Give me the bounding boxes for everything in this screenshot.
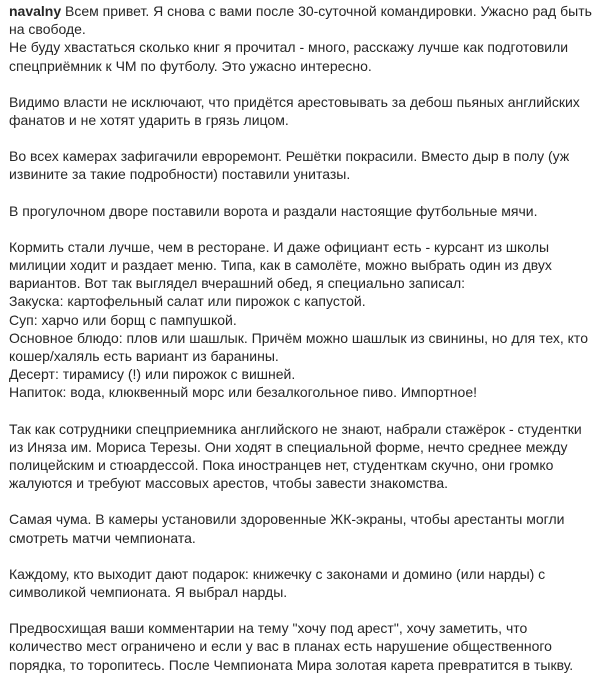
paragraph-food — [9, 238, 601, 402]
text-line: порядка, то торопитесь. После Чемпионата Мира золотая карета превратится в тыкву. — [9, 656, 574, 673]
text-line: количество мест ограничено и если у вас в планах есть нарушение общественного — [9, 638, 552, 655]
text-line: Каждому, кто выходит дают подарок: книжечку с законами и домино (или нарды) с — [9, 565, 546, 582]
paragraph-intro — [9, 2, 601, 75]
paragraph-renovation — [9, 147, 601, 183]
text-line: Не буду хвастаться сколько книг я прочитал - много, расскажу лучше как подготовили — [9, 39, 569, 56]
menu-soup: Суп: харчо или борщ с пампушкой. — [9, 311, 237, 328]
text-line: на свободе. — [9, 21, 86, 38]
paragraph-gift — [9, 565, 601, 601]
text-line: Так как сотрудники спецприемника английского не знают, набрали стажёрок - студентки — [9, 420, 582, 437]
text-line: милиции ходит и раздает меню. Типа, как в самолёте, можно выбрать один из двух — [9, 257, 552, 274]
text-line: Самая чума. В камеры установили здоровенные ЖК-экраны, чтобы арестанты могли — [9, 511, 565, 528]
menu-drink: Напиток: вода, клюквенный морс или безалкогольное пиво. Импортное! — [9, 384, 478, 401]
text-line: Предвосхищая ваши комментарии на тему "хочу под арест", хочу заметить, что — [9, 620, 528, 637]
paragraph-yard — [9, 202, 601, 220]
text-line: извините за такие подробности) поставили унитазы. — [9, 166, 351, 183]
text-line: фанатов и не хотят ударить в грязь лицом. — [9, 112, 289, 129]
menu-main-cont: кошер/халяль есть вариант из баранины. — [9, 348, 279, 365]
menu-dessert: Десерт: тирамису (!) или пирожок с вишней. — [9, 366, 296, 383]
menu-main: Основное блюдо: плов или шашлык. Причём можно шашлык из свинины, но для тех, кто — [9, 329, 588, 346]
first-line — [9, 2, 601, 20]
text-line: полицейским и стюардессой. Пока иностранцев нет, студенткам скучно, они громко — [9, 457, 554, 474]
paragraph-closing — [9, 619, 601, 674]
text-line: Видимо власти не исключают, что придётся арестовывать за дебош пьяных английских — [9, 93, 580, 110]
paragraph-interns — [9, 420, 601, 493]
paragraph-authorities — [9, 93, 601, 129]
paragraph-screens — [9, 510, 601, 546]
text-line: смотреть матчи чемпионата. — [9, 529, 196, 546]
first-line-text: Всем привет. Я снова с вами после 30-суточной командировки. Ужасно рад быть — [61, 3, 592, 19]
text-line: из Иняза им. Мориса Терезы. Они ходят в специальной форме, нечто среднее между — [9, 438, 568, 455]
text-line: спецприёмник к ЧМ по футболу. Это ужасно интересно. — [9, 57, 372, 74]
text-line: вариантов. Вот так выглядел вчерашний обед, я специально записал: — [9, 275, 466, 292]
username[interactable]: navalny — [9, 3, 62, 19]
text-line: символикой чемпионата. Я выбрал нарды. — [9, 584, 288, 601]
text-line: жалуются и требуют массовых арестов, чтобы завести знакомства. — [9, 475, 449, 492]
text-line: Кормить стали лучше, чем в ресторане. И даже официант есть - курсант из школы — [9, 238, 550, 255]
menu-starter: Закуска: картофельный салат или пирожок с капустой. — [9, 293, 366, 310]
text-line: Во всех камерах зафигачили евроремонт. Решётки покрасили. Вместо дыр в полу (уж — [9, 148, 570, 165]
text-line: В прогулочном дворе поставили ворота и раздали настоящие футбольные мячи. — [9, 202, 538, 219]
